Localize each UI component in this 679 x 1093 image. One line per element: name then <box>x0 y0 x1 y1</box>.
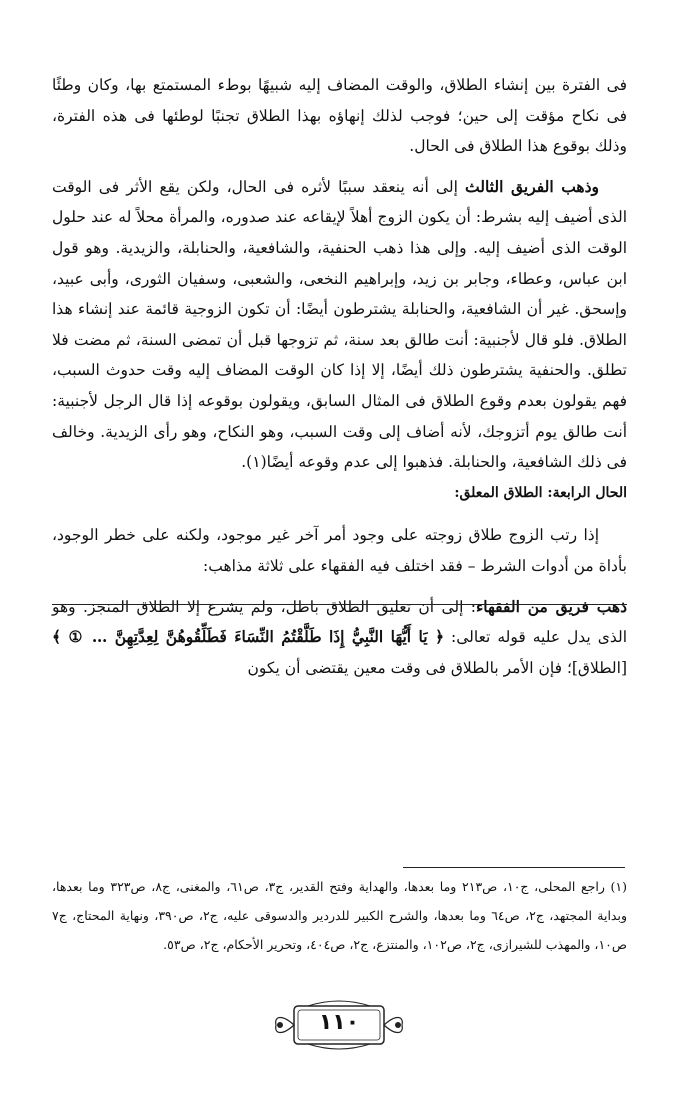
paragraph-2: وذهب الفريق الثالث إلى أنه ينعقد سببًا لأثره فى الحال، ولكن يقع الأثر فى الوقت الذى أضيف إليه بشرط: أن يكون الزوج أهلاً لإيقاعه عند صدوره، والمرأة محلاً له عند حلول الوقت الذى أضيف إليه. وإلى هذا ذهب الحنفية، والشافعية، والحنابلة، والزيدية. وهو قول ابن عباس، وعطاء، وجابر بن زيد، وإبراهيم النخعى، والشعبى، وسفيان الثورى، وأبى عبيد، وإسحق. غير أن الشافعية، والحنابلة يشترطون أيضًا: أن تكون الزوجية قائمة عند إنشاء هذا الطلاق. فلو قال لأجنبية: أنت طالق بعد سنة، ثم تزوجها قبل أن تمضى السنة، ثم مضت فلا تطلق. والحنفية يشترطون ذلك أيضًا، إلا إذا كان الوقت المضاف إليه وقت حدوث السبب، فهم يقولون بعدم وقوع الطلاق فى المثال السابق، ويقولون بوقوعه إذا قال الرجل لأجنبية: أنت طالق يوم أتزوجك، لأنه أضاف إلى وقت السبب، وهو النكاح، وهو رأى الزيدية. وخالف فى ذلك الشافعية، والحنابلة. فذهبوا إلى عدم وقوعه أيضًا(١). <box>52 176 627 472</box>
page-number-ornament <box>268 996 410 1054</box>
main-text <box>52 70 627 683</box>
paragraph-3: إذا رتب الزوج طلاق زوجته على وجود أمر آخر غير موجود، ولكنه على خطر الوجود، بأداة من أدوات الشرط – فقد اختلف فيه الفقهاء على ثلاثة مذاهب: <box>52 526 627 575</box>
footnote: (١) راجع المحلى، ج١٠، ص٢١٣ وما بعدها، والهداية وفتح القدير، ج٣، ص٦١، والمغنى، ج٨، ص٣٢٣ وما بعدها، وبداية المجتهد، ج٢، ص٦٤ وما بعدها، والشرح الكبير للدردير والدسوقى عليه، ج٢، ص٣٩٠، ونهاية المحتاج، ج٧ ص١٠، والمهذب للشيرازى، ج٢، ص١٠٢، والمنتزع، ج٢، ص٤٠٤، وتحرير الأحكام، ج٢، ص٥٣. <box>52 879 627 952</box>
paragraph-4-tail: [الطلاق]؛ فإن الأمر بالطلاق فى وقت معين يقتضى أن يكون <box>247 658 627 677</box>
page-number: ١١٠ <box>318 1010 360 1035</box>
footnote-rule <box>403 867 625 868</box>
paragraph-4 <box>52 592 627 684</box>
paragraph-2-lead: وذهب الفريق الثالث <box>465 176 599 196</box>
paragraph-4-lead: ذهب فريق من الفقهاء <box>476 596 627 616</box>
footnote-ref: (١) <box>246 453 267 472</box>
quran-verse: ﴿ يَا أَيُّهَا النَّبِيُّ إِذَا طَلَّقْتُمُ النِّسَاءَ فَطَلِّقُوهُنَّ لِعِدَّتِهِنَّ … ① ﴾ <box>52 627 445 647</box>
paragraph-2-body: إلى أنه ينعقد سببًا لأثره فى الحال، ولكن يقع الأثر فى الوقت الذى أضيف إليه بشرط: أن يكون الزوج أهلاً لإيقاعه عند صدوره، والمرأة محلاً له عند حلول الوقت الذى أضيف إليه. وإلى هذا ذهب الحنفية، والشافعية، والحنابلة، والزيدية. وهو قول ابن عباس، وعطاء، وجابر بن زيد، وإبراهيم النخعى، والشعبى، وسفيان الثورى، وأبى عبيد، وإسحق. غير أن الشافعية، والحنابلة يشترطون أيضًا: أن تكون الزوجية قائمة عند إنشاء هذا الطلاق. فلو قال لأجنبية: أنت طالق بعد سنة، ثم تزوجها قبل أن تمضى السنة، ثم مضت فلا تطلق. والحنفية يشترطون ذلك أيضًا، إلا إذا كان الوقت المضاف إليه وقت حدوث السبب، فهم يقولون بعدم وقوع الطلاق فى المثال السابق، ويقولون بوقوعه إذا قال الرجل لأجنبية: أنت طالق يوم أتزوجك، لأنه أضاف إلى وقت السبب، وهو النكاح، وهو رأى الزيدية. وخالف فى ذلك الشافعية، والحنابلة. فذهبوا إلى عدم وقوعه أيضًا <box>52 177 627 472</box>
paragraph-4-body: : إلى أن تعليق الطلاق باطل، ولم يشرع إلا الطلاق المنجز. وهو الذى يدل عليه قوله تعالى: <box>52 597 627 647</box>
section-heading: الحال الرابعة: الطلاق المعلق: <box>454 484 627 501</box>
paragraph-1: فى الفترة بين إنشاء الطلاق، والوقت المضاف إليه شبيهًا بوطء المستمتع بها، وكان وطئًا فى نكاح مؤقت إلى حين؛ فوجب لذلك إنهاؤه بهذا الطلاق تجنبًا لوطئها فى هذه الفترة، وذلك بوقوع هذا الطلاق فى الحال. <box>52 76 627 156</box>
section-divider <box>52 604 627 605</box>
